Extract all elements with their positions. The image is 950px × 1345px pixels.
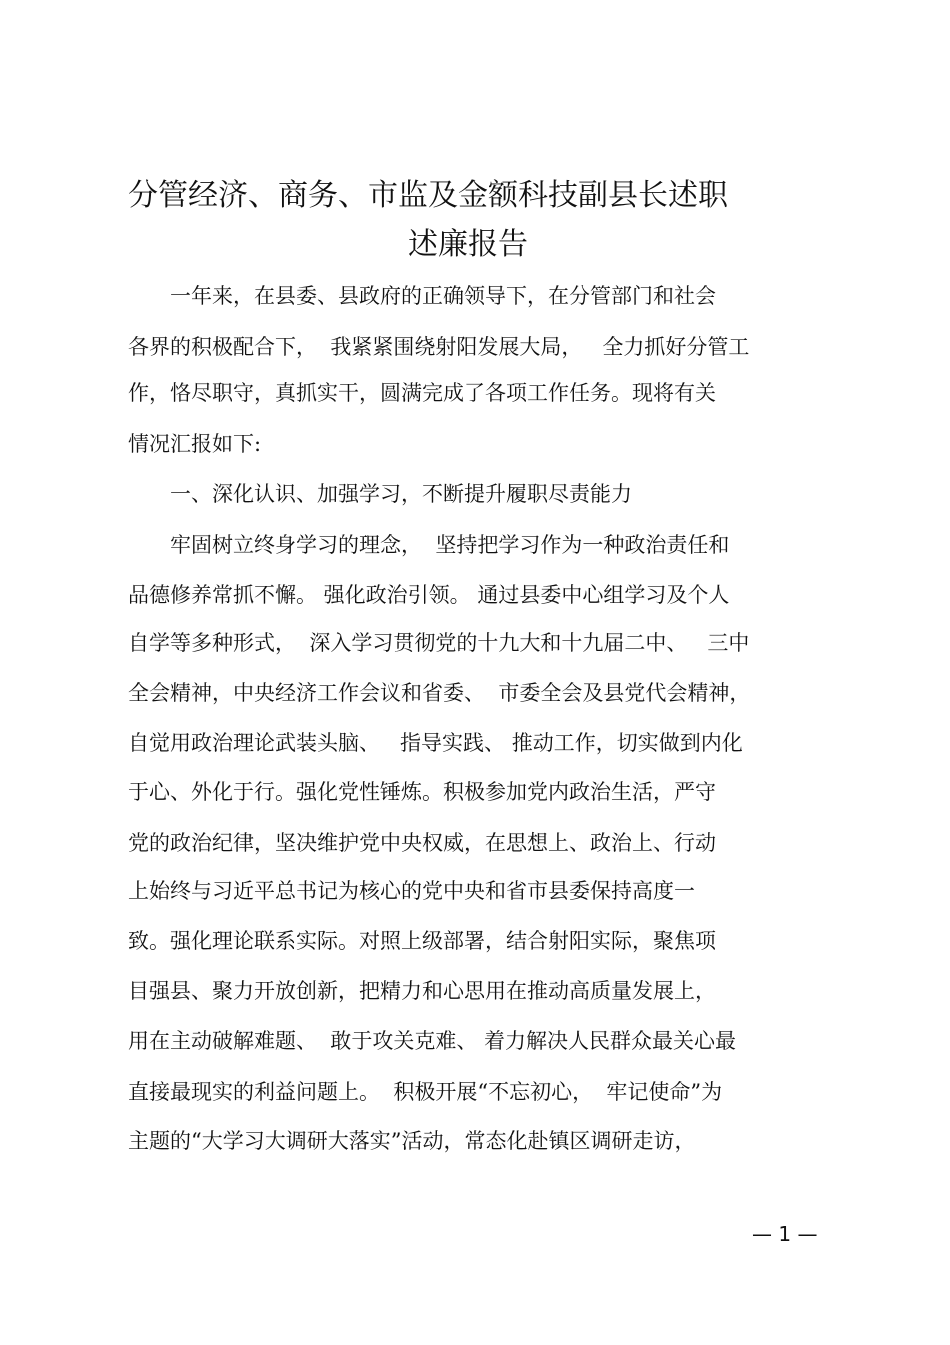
body-line: 自学等多种形式， 深入学习贯彻党的十九大和十九届二中、 三中 [128, 631, 750, 655]
body-line: 牢固树立终身学习的理念， 坚持把学习作为一种政治责任和 [128, 533, 730, 557]
body-line: 于心、外化于行。强化党性锤炼。积极参加党内政治生活，严守 [128, 780, 716, 804]
document-title-line-1: 分管经济、商务、市监及金额科技副县长述职 [128, 178, 728, 213]
body-line: 全会精神，中央经济工作会议和省委、 市委全会及县党代会精神， [128, 681, 751, 705]
body-line: 直接最现实的利益问题上。 积极开展“不忘初心， 牢记使命”为 [128, 1080, 723, 1104]
document-title-line-2: 述廉报告 [408, 227, 528, 262]
body-line: 党的政治纪律，坚决维护党中央权威，在思想上、政治上、行动 [128, 831, 716, 855]
body-line: 作，恪尽职守，真抓实干，圆满完成了各项工作任务。现将有关 [128, 381, 716, 405]
body-line: 用在主动破解难题、 敢于攻关克难、 着力解决人民群众最关心最 [128, 1029, 737, 1053]
body-line: 主题的“大学习大调研大落实”活动，常态化赴镇区调研走访， [128, 1129, 696, 1153]
body-line: 各界的积极配合下， 我紧紧围绕射阳发展大局， 全力抓好分管工 [128, 335, 750, 359]
body-line: 目强县、聚力开放创新，把精力和心思用在推动高质量发展上， [128, 979, 716, 1003]
page-number: — 1 — [752, 1222, 818, 1246]
body-line: 上始终与习近平总书记为核心的党中央和省市县委保持高度一 [128, 879, 695, 903]
body-line: 品德修养常抓不懈。 强化政治引领。 通过县委中心组学习及个人 [128, 583, 730, 607]
section-heading: 一、深化认识、加强学习，不断提升履职尽责能力 [128, 482, 632, 506]
body-line: 自觉用政治理论武装头脑、 指导实践、 推动工作，切实做到内化 [128, 731, 743, 755]
body-line: 一年来，在县委、县政府的正确领导下，在分管部门和社会 [128, 284, 716, 308]
body-line: 致。强化理论联系实际。对照上级部署，结合射阳实际，聚焦项 [128, 929, 716, 953]
body-line: 情况汇报如下: [128, 432, 262, 456]
